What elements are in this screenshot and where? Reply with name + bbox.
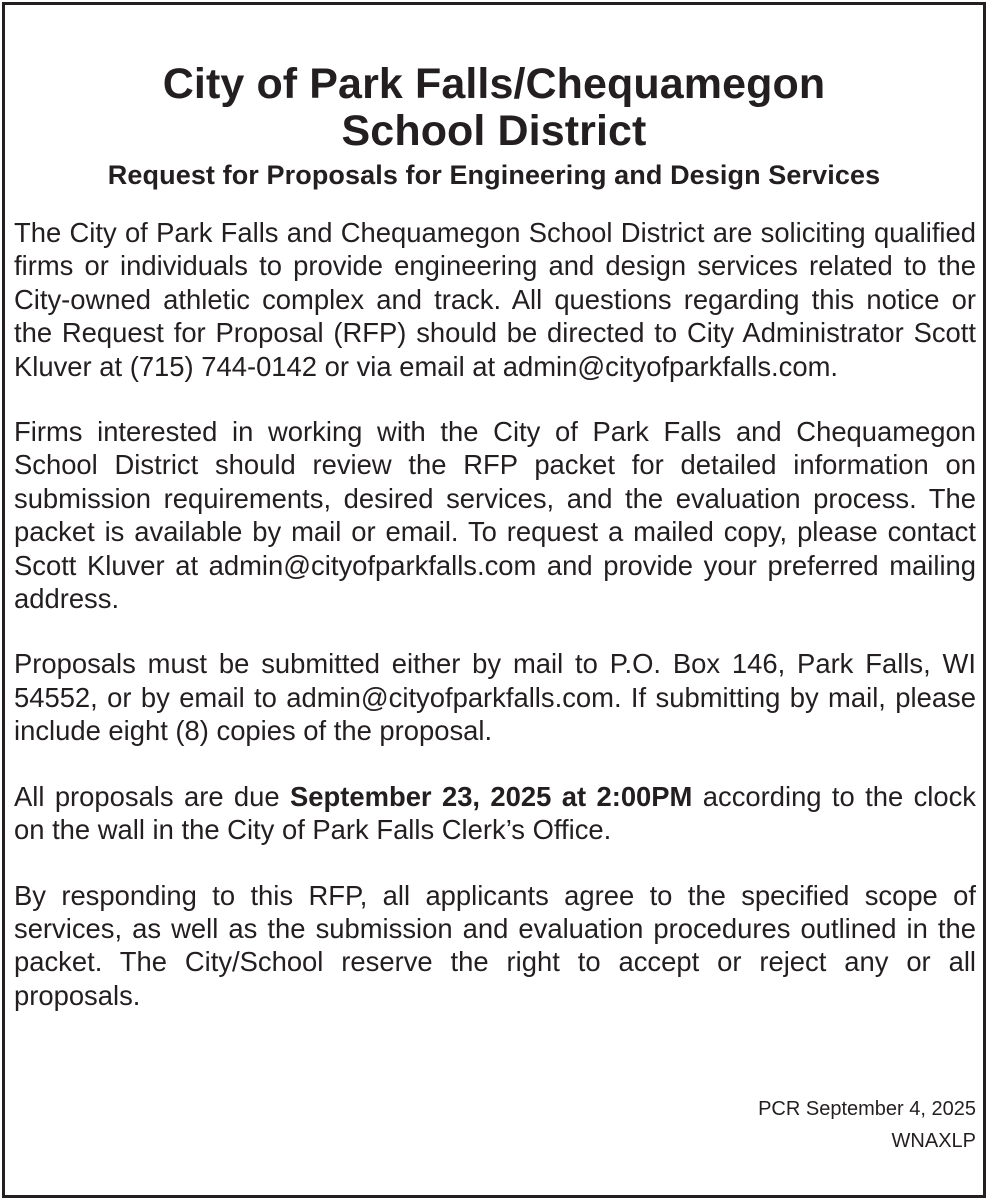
title-line-2: School District: [341, 107, 647, 155]
notice-code: WNAXLP: [891, 1130, 976, 1152]
paragraph-terms: By responding to this RFP, all applicants agree to the specified scope of services, as well as the submission and evaluation procedures outlined in the packet. The City/School reserve the right to accept or reject any or all proposals.: [14, 879, 976, 1011]
paragraph-deadline: [14, 780, 976, 847]
notice-body: [5, 216, 983, 1012]
paragraph-intro: The City of Park Falls and Chequamegon School District are soliciting qualified firms or individuals to provide engineering and design services related to the City-owned athletic complex and track. All questions regarding this notice or the Request for Proposal (RFP) should be directed to City Administrator Scott Kluver at (715) 744-0142 or via email at admin@cityofparkfalls.com.: [14, 217, 976, 382]
paragraph-packet: Firms interested in working with the City of Park Falls and Chequamegon School District should review the RFP packet for detailed information on submission requirements, desired services, and the evaluation process. The packet is available by mail or email. To request a mailed copy, please contact Scott Kluver at admin@cityofparkfalls.com and provide your preferred mailing address.: [14, 416, 976, 615]
legal-notice: [2, 2, 986, 1198]
deadline-text-after: according to the clock on the wall in the City of Park Falls Clerk’s Office.: [14, 780, 977, 846]
deadline-text-before: All proposals are due: [14, 780, 291, 812]
title-line-1: City of Park Falls/Chequamegon: [162, 60, 826, 108]
notice-subtitle: Request for Proposals for Engineering and Design Services: [107, 160, 881, 190]
deadline-date: September 23, 2025 at 2:00PM: [290, 780, 693, 812]
paragraph-submission: Proposals must be submitted either by mail to P.O. Box 146, Park Falls, WI 54552, or by email to admin@cityofparkfalls.com. If submitting by mail, please include eight (8) copies of the proposal.: [14, 648, 976, 747]
publication-line: PCR September 4, 2025: [758, 1098, 976, 1120]
notice-title: [5, 61, 983, 155]
